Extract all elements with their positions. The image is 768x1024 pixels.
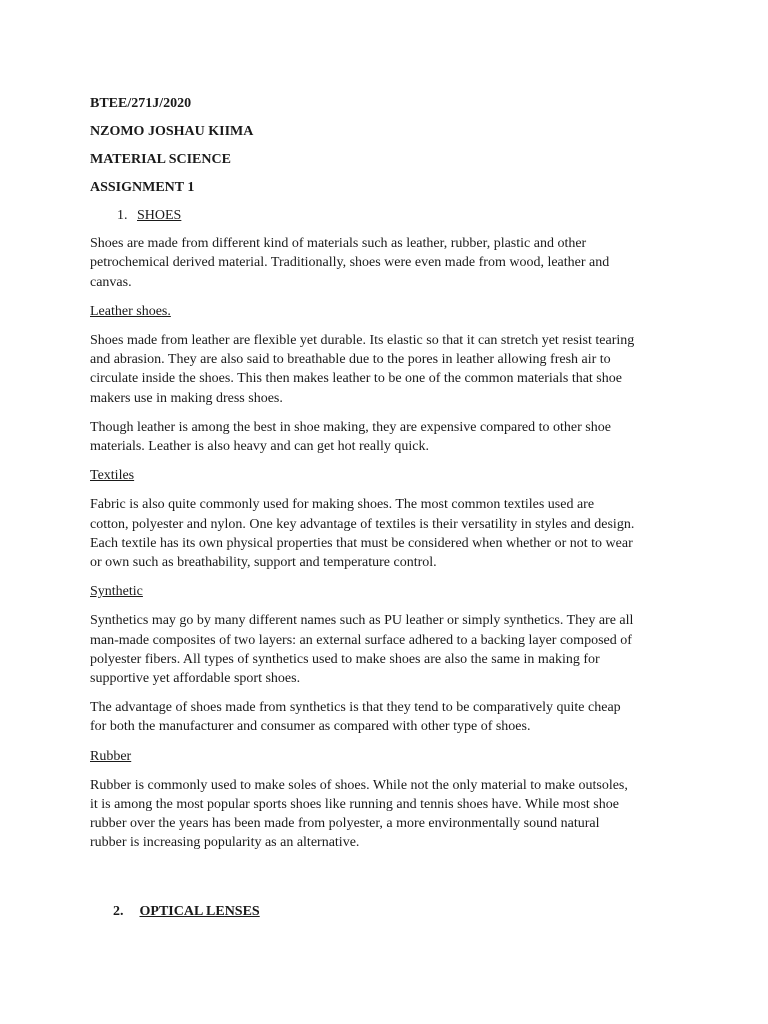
text-line: circulate inside the shoes. This then makes leather to be one of the common materials that shoe <box>90 371 622 387</box>
synthetic-paragraph-2 <box>90 698 690 736</box>
text-line: supportive yet affordable sport shoes. <box>90 671 301 687</box>
text-line: for both the manufacturer and consumer as compared with other type of shoes. <box>90 719 531 735</box>
text-line: or own such as breathability, support and temperature control. <box>90 555 437 571</box>
text-line: rubber over the years has been made from polyester, a more environmentally sound natural <box>90 816 600 832</box>
text-line: Each textile has its own physical properties that must be considered when whether or not to wear <box>90 535 633 551</box>
leather-paragraph-1 <box>90 331 690 408</box>
student-id: BTEE/271J/2020 <box>90 96 192 111</box>
text-line: canvas. <box>90 274 132 290</box>
synthetic-heading: Synthetic <box>90 584 143 600</box>
text-line: Fabric is also quite commonly used for making shoes. The most common textiles used are <box>90 497 595 513</box>
student-name: NZOMO JOSHAU KIIMA <box>90 124 254 139</box>
text-line: and abrasion. They are also said to breathable due to the pores in leather allowing fresh air to <box>90 352 611 368</box>
textiles-paragraph <box>90 495 690 572</box>
text-line: it is among the most popular sports shoes like running and tennis shoes have. While most shoe <box>90 797 619 813</box>
text-line: The advantage of shoes made from synthetics is that they tend to be comparatively quite cheap <box>90 700 621 716</box>
document-body <box>90 94 690 863</box>
section-1-title: SHOES <box>137 208 182 223</box>
text-line: man-made composites of two layers: an external surface adhered to a backing layer composed of <box>90 632 632 648</box>
assignment-title: ASSIGNMENT 1 <box>90 180 195 195</box>
text-line: materials. Leather is also heavy and can get hot really quick. <box>90 439 429 455</box>
text-line: Rubber is commonly used to make soles of shoes. While not the only material to make outsoles, <box>90 777 628 793</box>
leather-paragraph-2 <box>90 418 690 456</box>
section-1-number: 1. <box>117 208 128 223</box>
leather-heading: Leather shoes. <box>90 303 171 319</box>
synthetic-paragraph-1 <box>90 611 690 688</box>
rubber-paragraph <box>90 776 690 853</box>
text-line: Shoes made from leather are flexible yet durable. Its elastic so that it can stretch yet resist tearing <box>90 333 635 349</box>
course-title: MATERIAL SCIENCE <box>90 152 231 167</box>
text-line: makers use in making dress shoes. <box>90 390 283 406</box>
text-line: Shoes are made from different kind of materials such as leather, rubber, plastic and other <box>90 236 587 252</box>
text-line: cotton, polyester and nylon. One key advantage of textiles is their versatility in styles and design. <box>90 516 635 532</box>
shoes-intro-paragraph <box>90 234 690 292</box>
section-2-heading <box>113 904 260 920</box>
text-line: petrochemical derived material. Traditionally, shoes were even made from wood, leather and <box>90 255 610 271</box>
section-1-heading <box>90 206 690 225</box>
text-line: rubber is increasing popularity as an alternative. <box>90 835 360 851</box>
section-2-number: 2. <box>113 904 124 919</box>
text-line: Synthetics may go by many different names such as PU leather or simply synthetics. They are all <box>90 613 634 629</box>
text-line: Though leather is among the best in shoe making, they are expensive compared to other shoe <box>90 419 611 435</box>
rubber-heading: Rubber <box>90 748 132 764</box>
textiles-heading: Textiles <box>90 468 135 484</box>
section-2-title: OPTICAL LENSES <box>139 904 260 919</box>
text-line: polyester fibers. All types of synthetics used to make shoes are also the same in making for <box>90 651 600 667</box>
